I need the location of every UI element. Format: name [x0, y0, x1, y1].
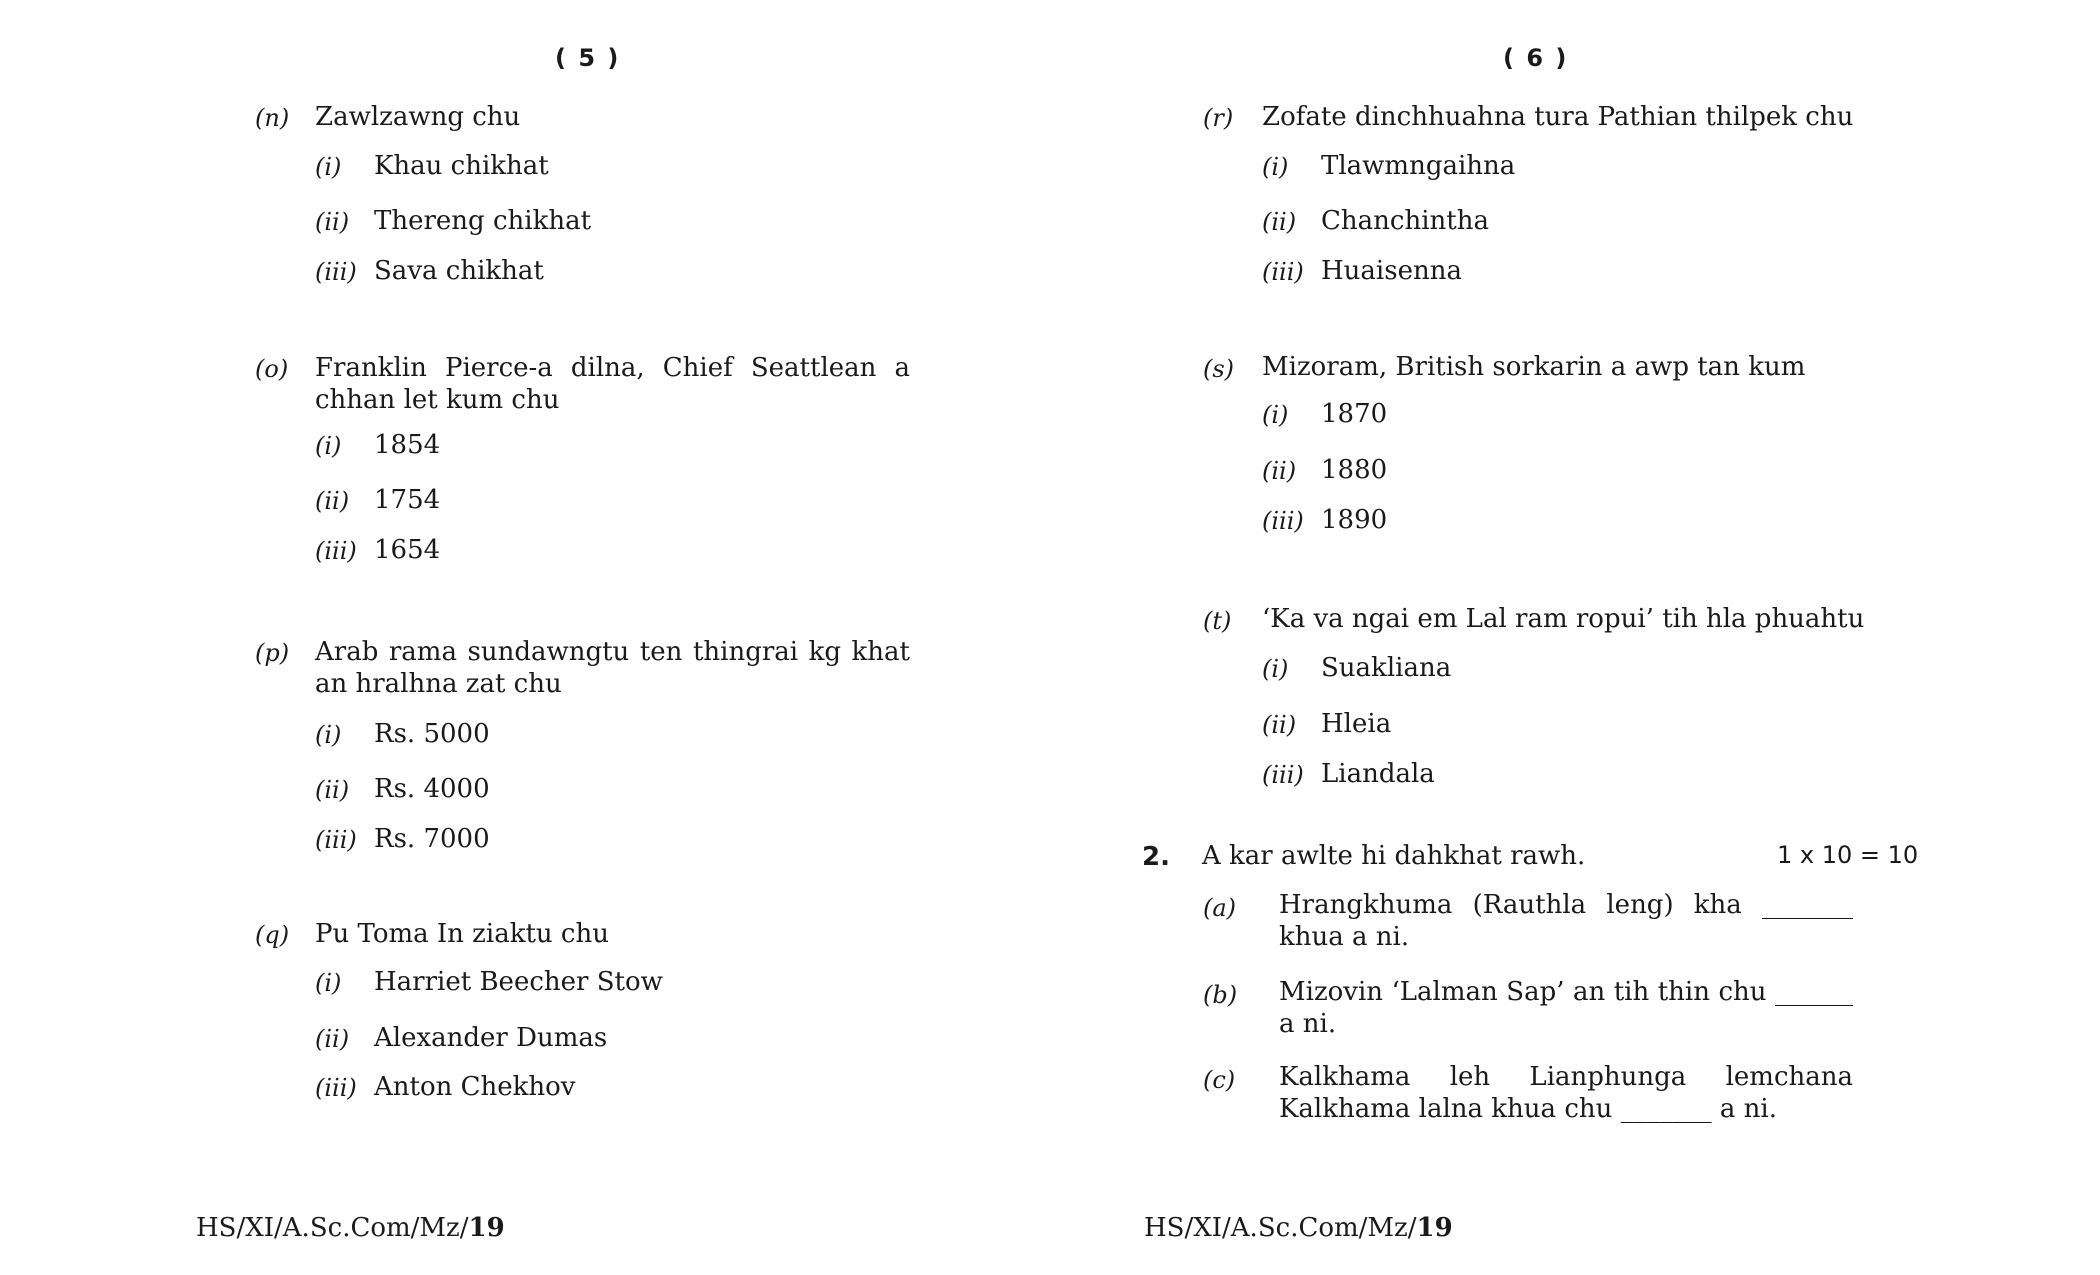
question-label: (s) — [1203, 355, 1235, 383]
question-label: (p) — [255, 639, 290, 667]
footer-number: 19 — [1416, 1213, 1453, 1243]
option-text: Thereng chikhat — [374, 206, 592, 236]
option-label: (i) — [315, 432, 342, 460]
option-text: Chanchintha — [1321, 206, 1489, 236]
option-text: 1880 — [1321, 455, 1388, 485]
footer-number: 19 — [468, 1213, 505, 1243]
blank-item-label: (a) — [1203, 894, 1237, 922]
blank-item-label: (c) — [1203, 1066, 1236, 1094]
option-label: (ii) — [315, 776, 350, 804]
question-text: Zofate dinchhuahna tura Pathian thilpek chu — [1262, 102, 1854, 132]
option-text: Sava chikhat — [374, 256, 544, 286]
blank-item-text: Mizovin ‘Lalman Sap’ an tih thin chu ______ a ni. — [1279, 977, 1853, 1039]
question-text: Zawlzawng chu — [315, 102, 521, 132]
footer-code: HS/XI/A.Sc.Com/Mz/ — [1144, 1213, 1417, 1243]
option-label: (ii) — [315, 208, 350, 236]
option-label: (i) — [315, 969, 342, 997]
footer-right — [1144, 1213, 1453, 1243]
option-label: (iii) — [315, 537, 357, 565]
option-text: Alexander Dumas — [374, 1023, 608, 1053]
option-label: (i) — [1262, 153, 1289, 181]
page-number-right: ( 6 ) — [1503, 44, 1569, 72]
section-marks: 1 x 10 = 10 — [1777, 841, 1919, 869]
option-text: Hleia — [1321, 709, 1392, 739]
option-label: (i) — [315, 153, 342, 181]
question-label: (q) — [255, 921, 290, 949]
option-label: (iii) — [1262, 507, 1304, 535]
option-label: (ii) — [1262, 457, 1297, 485]
option-label: (iii) — [315, 258, 357, 286]
question-text: ‘Ka va ngai em Lal ram ropui’ tih hla phuahtu — [1262, 604, 1865, 634]
question-text: Arab rama sundawngtu ten thingrai kg khat an hralhna zat chu — [315, 637, 910, 699]
question-text: Pu Toma In ziaktu chu — [315, 919, 609, 949]
option-text: Rs. 4000 — [374, 774, 490, 804]
option-text: Huaisenna — [1321, 256, 1462, 286]
option-text: Anton Chekhov — [374, 1072, 576, 1102]
option-label: (iii) — [315, 1074, 357, 1102]
question-label: (n) — [255, 104, 290, 132]
option-text: 1890 — [1321, 505, 1388, 535]
option-text: 1754 — [374, 485, 441, 515]
option-label: (i) — [1262, 655, 1289, 683]
blank-item-label: (b) — [1203, 981, 1238, 1009]
section-heading: A kar awlte hi dahkhat rawh. — [1202, 841, 1586, 871]
page-number-left: ( 5 ) — [555, 44, 621, 72]
option-text: 1870 — [1321, 399, 1388, 429]
blank-item-text: Kalkhama leh Lianphunga lemchana Kalkhama lalna khua chu _______ a ni. — [1279, 1062, 1853, 1124]
option-text: Harriet Beecher Stow — [374, 967, 663, 997]
option-text: Rs. 5000 — [374, 719, 490, 749]
option-label: (i) — [315, 721, 342, 749]
section-number: 2. — [1142, 842, 1170, 872]
footer-code: HS/XI/A.Sc.Com/Mz/ — [196, 1213, 469, 1243]
footer-left — [196, 1213, 505, 1243]
option-label: (ii) — [315, 1025, 350, 1053]
question-text: Franklin Pierce-a dilna, Chief Seattlean a chhan let kum chu — [315, 353, 910, 415]
question-label: (r) — [1203, 104, 1234, 132]
option-label: (ii) — [315, 487, 350, 515]
option-text: 1654 — [374, 535, 441, 565]
option-text: Liandala — [1321, 759, 1435, 789]
option-label: (i) — [1262, 401, 1289, 429]
question-label: (t) — [1203, 607, 1232, 635]
question-label: (o) — [255, 355, 289, 383]
option-label: (ii) — [1262, 208, 1297, 236]
option-text: Tlawmngaihna — [1321, 151, 1516, 181]
option-label: (ii) — [1262, 711, 1297, 739]
option-text: Suakliana — [1321, 653, 1452, 683]
option-label: (iii) — [1262, 761, 1304, 789]
blank-item-text: Hrangkhuma (Rauthla leng) kha _______ khua a ni. — [1279, 890, 1853, 952]
option-text: 1854 — [374, 430, 441, 460]
option-text: Khau chikhat — [374, 151, 549, 181]
option-text: Rs. 7000 — [374, 824, 490, 854]
question-text: Mizoram, British sorkarin a awp tan kum — [1262, 352, 1806, 382]
option-label: (iii) — [1262, 258, 1304, 286]
option-label: (iii) — [315, 826, 357, 854]
